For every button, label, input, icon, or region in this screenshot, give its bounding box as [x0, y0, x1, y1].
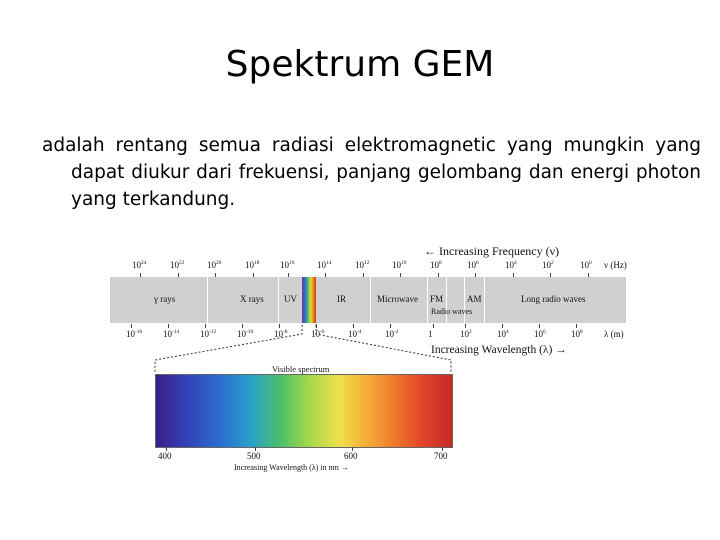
visible-spectrum-gradient — [155, 374, 453, 448]
band-label: FM — [430, 294, 444, 304]
wavelength-tick-label: $10^8$ — [571, 329, 583, 339]
frequency-tick-label: $10^{20}$ — [207, 260, 222, 270]
band-label: γ rays — [154, 294, 176, 304]
band-label: AM — [467, 294, 482, 304]
radio-waves-label: Radio waves — [431, 307, 473, 316]
frequency-tick-label: $10^6$ — [467, 260, 479, 270]
frequency-tick-label: $10^4$ — [505, 260, 517, 270]
visible-tick-label: 600 — [344, 451, 358, 461]
visible-tick — [255, 447, 256, 451]
visible-tick-label: 500 — [247, 451, 261, 461]
wavelength-axis-label: Increasing Wavelength (λ) → — [431, 344, 567, 356]
slide-paragraph: adalah rentang semua radiasi elektromagnetic yang mungkin yang dapat diukur dari frekuensi, panjang gelombang dan energi photon yang terkandung. — [42, 135, 701, 210]
frequency-tick-label: $10^{18}$ — [245, 260, 260, 270]
band-label: Long radio waves — [521, 294, 586, 304]
wavelength-tick-label: $10^{-8}$ — [274, 329, 288, 339]
frequency-tick-label: $10^{24}$ — [132, 260, 147, 270]
frequency-tick-label: $10^{22}$ — [170, 260, 185, 270]
visible-tick-label: 700 — [434, 451, 448, 461]
frequency-tick-label: $10^8$ — [430, 260, 442, 270]
slide-title: Spektrum GEM — [225, 44, 495, 85]
frequency-tick-label: $10^2$ — [542, 260, 554, 270]
wavelength-tick-label: $10^{-4}$ — [348, 329, 362, 339]
visible-tick — [166, 447, 167, 451]
wavelength-unit: λ (m) — [604, 329, 624, 339]
frequency-tick-label: $10^{14}$ — [317, 260, 332, 270]
visible-tick — [352, 447, 353, 451]
band-label: UV — [284, 294, 297, 304]
visible-tick — [442, 447, 443, 451]
band-label: Microwave — [377, 294, 418, 304]
wavelength-tick-label: $10^{-12}$ — [200, 329, 217, 339]
wavelength-tick-label: 1 — [428, 329, 433, 339]
wavelength-tick-label: $10^{-14}$ — [163, 329, 180, 339]
visible-axis-label: Increasing Wavelength (λ) in nm → — [234, 463, 349, 472]
frequency-tick-label: $10^0$ — [580, 260, 592, 270]
frequency-axis-label: ← Increasing Frequency (ν) — [424, 244, 560, 258]
wavelength-tick-label: $10^2$ — [460, 329, 472, 339]
band-label: X rays — [240, 294, 264, 304]
visible-tick-label: 400 — [158, 451, 172, 461]
frequency-unit: ν (Hz) — [604, 260, 627, 270]
frequency-tick-label: $10^{10}$ — [392, 260, 407, 270]
wavelength-tick-label: $10^6$ — [534, 329, 546, 339]
wavelength-tick-label: $10^{-6}$ — [311, 329, 325, 339]
wavelength-tick-label: $10^4$ — [497, 329, 509, 339]
band-label: IR — [337, 294, 346, 304]
frequency-tick-label: $10^{12}$ — [355, 260, 370, 270]
wavelength-tick-label: $10^{-10}$ — [237, 329, 254, 339]
frequency-tick-label: $10^{16}$ — [280, 260, 295, 270]
visible-spectrum-title: Visible spectrum — [272, 364, 330, 374]
wavelength-tick-label: $10^{-2}$ — [385, 329, 399, 339]
wavelength-tick-label: $10^{-16}$ — [126, 329, 143, 339]
